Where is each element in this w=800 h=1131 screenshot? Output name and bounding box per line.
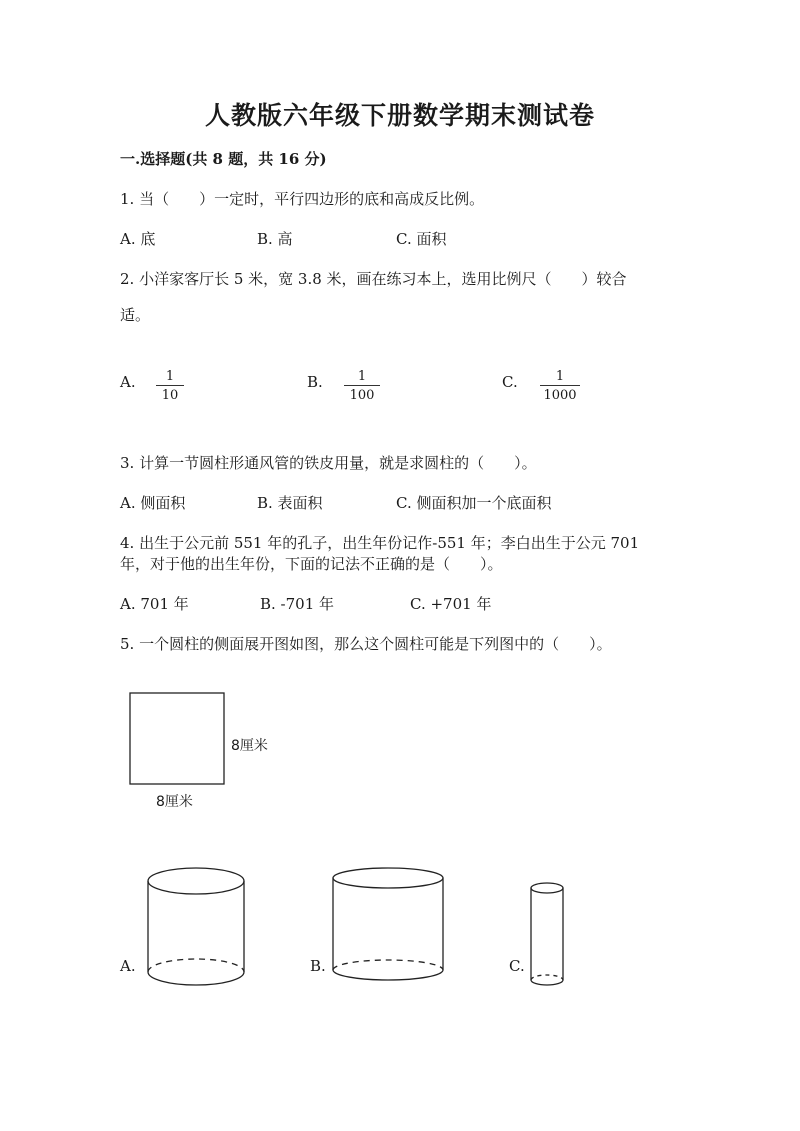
- question-2-option-c-label: C.: [502, 373, 518, 391]
- question-3-option-c: C. 侧面积加一个底面积: [396, 494, 552, 512]
- square-bottom-label: 8厘米: [156, 794, 193, 810]
- cylinder-c: [531, 883, 563, 985]
- question-1-option-a: A. 底: [120, 230, 156, 248]
- net-square: [130, 693, 224, 784]
- fraction-denominator: 100: [349, 388, 375, 403]
- cylinder-c-label: C.: [509, 957, 525, 975]
- square-side-label: 8厘米: [231, 738, 268, 754]
- cylinder-c-bottom-back: [531, 975, 563, 980]
- fraction-numerator: 1: [357, 369, 367, 384]
- cylinder-a: [148, 868, 244, 985]
- question-4-option-a: A. 701 年: [120, 595, 189, 613]
- cylinder-b-bottom-front: [333, 970, 443, 980]
- question-4-option-b: B. -701 年: [260, 595, 335, 613]
- fraction-numerator: 1: [555, 369, 565, 384]
- question-4-text-line1: 4. 出生于公元前 551 年的孔子，出生年份记作-551 年；李白出生于公元 701: [120, 534, 640, 552]
- cylinder-c-bottom-front: [531, 980, 563, 985]
- question-2-text-line2: 适。: [120, 306, 151, 324]
- question-3-text: 3. 计算一节圆柱形通风管的铁皮用量，就是求圆柱的（ ）。: [120, 454, 537, 472]
- question-1-option-b: B. 高: [257, 230, 293, 248]
- question-2-text-line1: 2. 小洋家客厅长 5 米，宽 3.8 米，画在练习本上，选用比例尺（ ）较合: [120, 270, 627, 288]
- question-4-option-c: C. +701 年: [410, 595, 492, 613]
- section-heading: 一.选择题(共 8 题，共 16 分): [120, 150, 327, 168]
- fraction-numerator: 1: [165, 369, 175, 384]
- question-5-text: 5. 一个圆柱的侧面展开图如图，那么这个圆柱可能是下列图中的（ ）。: [120, 635, 612, 653]
- question-4-text-line2: 年，对于他的出生年份，下面的记法不正确的是（ ）。: [120, 555, 503, 573]
- cylinder-b: [333, 868, 443, 980]
- cylinder-a-bottom-back: [148, 959, 244, 972]
- cylinder-b-label: B.: [310, 957, 326, 975]
- fraction-denominator: 1000: [543, 388, 577, 403]
- cylinder-a-label: A.: [120, 957, 136, 975]
- question-3-option-b: B. 表面积: [257, 494, 323, 512]
- question-1-option-c: C. 面积: [396, 230, 447, 248]
- page-title: 人教版六年级下册数学期末测试卷: [204, 101, 595, 130]
- cylinder-b-bottom-back: [333, 960, 443, 970]
- cylinder-a-top: [148, 868, 244, 894]
- cylinder-b-top: [333, 868, 443, 888]
- question-2-option-b-label: B.: [307, 373, 323, 391]
- question-2-option-a-label: A.: [120, 373, 136, 391]
- cylinder-c-top: [531, 883, 563, 893]
- fraction-denominator: 10: [161, 388, 179, 403]
- question-3-option-a: A. 侧面积: [120, 494, 186, 512]
- cylinder-a-bottom-front: [148, 972, 244, 985]
- question-1-text: 1. 当（ ）一定时，平行四边形的底和高成反比例。: [120, 190, 485, 208]
